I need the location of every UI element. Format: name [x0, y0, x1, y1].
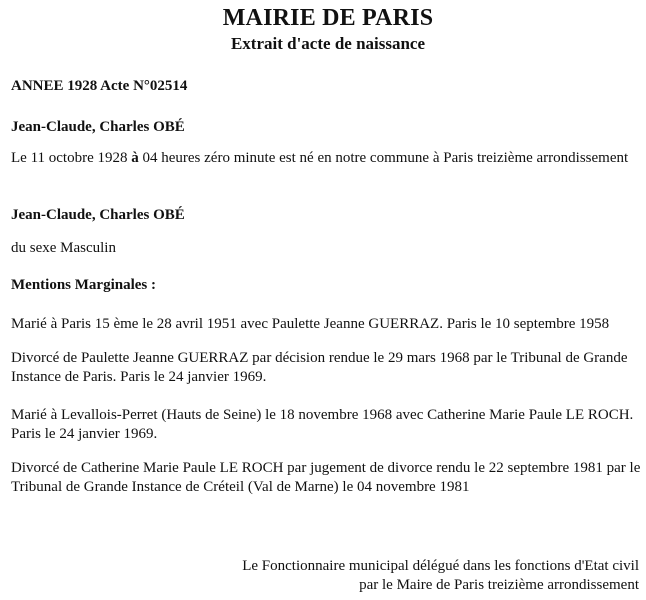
year-act-line: ANNEE 1928 Acte N°02514 — [11, 78, 188, 94]
document-subtitle: Extrait d'acte de naissance — [230, 34, 426, 53]
mention-item: Marié à Levallois-Perret (Hauts de Seine) le 18 novembre 1968 avec Catherine Marie Paule LE ROCH. Paris le 24 janvier 1969. — [11, 407, 634, 442]
document-title: MAIRIE DE PARIS — [222, 5, 434, 31]
mention-item: Marié à Paris 15 ème le 28 avril 1951 avec Paulette Jeanne GUERRAZ. Paris le 10 septembre 1958 — [11, 316, 610, 332]
birth-text-part2: 04 heures zéro minute est né en notre commune à Paris treizième arrondissement — [138, 150, 629, 166]
signature-block — [242, 557, 639, 595]
person-name-1: Jean-Claude, Charles OBÉ — [11, 119, 185, 135]
birth-statement — [11, 149, 643, 168]
document-header — [0, 4, 646, 54]
person-name-2: Jean-Claude, Charles OBÉ — [11, 207, 185, 223]
sex-line: du sexe Masculin — [11, 240, 116, 256]
mention-item: Divorcé de Paulette Jeanne GUERRAZ par décision rendue le 29 mars 1968 par le Tribunal de Grande Instance de Paris. Paris le 24 janvier 1969. — [11, 350, 628, 385]
mention-item: Divorcé de Catherine Marie Paule LE ROCH par jugement de divorce rendu le 22 septembre 1981 par le Tribunal de Grande Instance de Créteil (Val de Marne) le 04 novembre 1981 — [11, 460, 641, 495]
mentions-heading: Mentions Marginales : — [11, 277, 156, 293]
birth-text-part1: Le 11 octobre 1928 — [11, 150, 132, 166]
signature-line-2: par le Maire de Paris treizième arrondissement — [359, 577, 639, 593]
birth-text-bold: à — [131, 150, 139, 166]
signature-line-1: Le Fonctionnaire municipal délégué dans les fonctions d'Etat civil — [242, 558, 639, 574]
